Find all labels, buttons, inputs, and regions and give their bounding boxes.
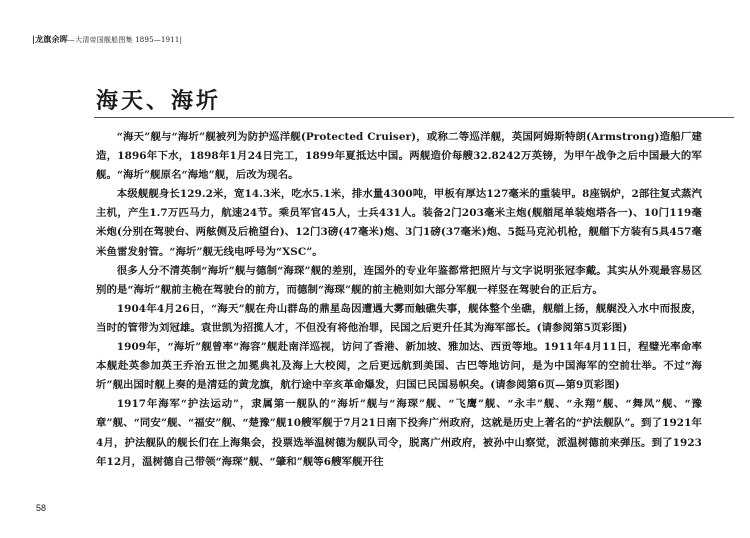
paragraph: 本级舰舰身长129.2米，宽14.3米，吃水5.1米，排水量4300吨，甲板有厚达127毫米的重装甲。8座锅炉，2部往复式蒸汽主机，产生1.7万匹马力，航速24节。乘员军官45人，士兵431人。装备2门203毫米主炮(舰艏尾单装炮塔各一)、10门119毫米炮(分别在驾驶台、两舷侧及后桅望台)、12门3磅(47毫米)炮、3门1磅(37毫米)炮、5挺马克沁机枪，舰艏下方装有5具457毫米鱼雷发射管。“海圻”舰无线电呼号为“XSC”。 [96,188,702,258]
book-title: |龙旗余晖 [32,34,68,44]
paragraph: 1909年，“海圻”舰曾率“海容”舰赴南洋巡视，访问了香港、新加坡、雅加达、西贡等地。1911年4月11日，程璧光率命率本舰赴英参加英王乔治五世之加冕典礼及海上大校阅，之后更远航到美国、古巴等地访问，是为中国海军的空前壮举。不过“海圻”舰出国时舰上奏的是清廷的黄龙旗，航行途中辛亥革命爆发，归国已民国易帜矣。(请参阅第6页—第9页彩图) [96,341,702,392]
book-subtitle: —大清帝国舰船图集 1895—1911| [67,36,183,44]
paragraph: 1904年4月26日，“海天”舰在舟山群岛的鼎星岛因遭遇大雾而触礁失事，舰体整个坐礁，舰艏上扬，舰艉没入水中而报废，当时的管带为刘冠雄。袁世凯为招揽人才，不但没有将他治罪，民国之后更升任其为海军部长。(请参阅第5页彩图) [96,302,702,334]
paragraph: 1917年海军“护法运动”，隶属第一舰队的“海圻”舰与“海琛”舰、“飞鹰”舰、“永丰”舰、“永翔”舰、“舞凤”舰、“豫章”舰、“同安”舰、“福安”舰、“楚豫”舰10艘军舰于7月21日南下投奔广州政府，这就是历史上著名的“护法舰队”。到了1921年4月，护法舰队的舰长们在上海集会，投票选举温树德为舰队司令，脱离广州政府，被孙中山察觉，派温树德前来弹压。到了1923年12月，温树德自己带领“海琛”舰、“肇和”舰等6艘军舰开往 [96,398,702,468]
body-text [96,128,702,472]
paragraph: 很多人分不清英制“海圻”舰与德制“海琛”舰的差别，连国外的专业年鉴都常把照片与文字说明张冠李戴。其实从外观最容易区别的是“海圻”舰前主桅在驾驶台的前方，而德制“海琛”舰的前主桅则如大部分军舰一样竖在驾驶台的正后方。 [96,264,702,296]
title-divider [94,117,734,118]
running-header [32,34,182,45]
chapter-title: 海天、海圻 [96,88,222,114]
paragraph: “海天”舰与“海圻”舰被列为防护巡洋舰(Protected Cruiser)，或称二等巡洋舰，英国阿姆斯特朗(Armstrong)造船厂建造，1896年下水，1898年1月24日完工，1899年夏抵达中国。两舰造价每艘32.8242万英镑，为甲午战争之后中国最大的军舰。“海圻”舰原名“海地”舰，后改为现名。 [96,131,702,182]
page-number: 58 [36,503,47,513]
